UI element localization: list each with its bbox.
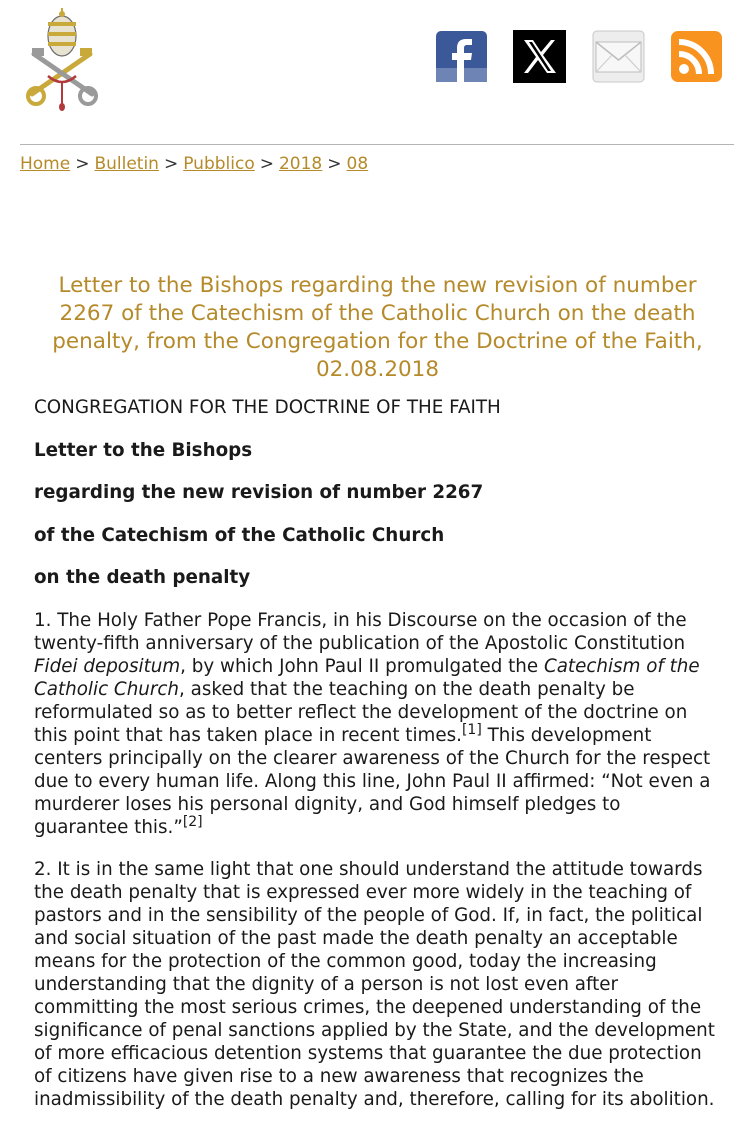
breadcrumb-separator: >: [75, 154, 90, 174]
breadcrumb-home[interactable]: Home: [20, 154, 71, 174]
revision-heading: regarding the new revision of number 2267: [34, 482, 484, 503]
footnote-link-2[interactable]: [2]: [182, 813, 203, 830]
paragraph-2: 2. It is in the same light that one should understand the attitude towards the death penalty that is expressed ever more widely in the teaching of pastors and in the sensibility of the people of God. If, in fact, the political and social situation of the past made the death penalty an acceptable means for the protection of the common good, today the increasing understanding that the dignity of a person is not lost even after committing the most serious crimes, the deepened understanding of the significance of penal sanctions applied by the State, and the development of more efficacious detention systems that guarantee the due protection of citizens have given rise to a new awareness that recognizes the inadmissibility of the death penalty and, therefore, calling for its abolition.: [34, 859, 715, 1110]
breadcrumb-month[interactable]: 08: [346, 154, 369, 174]
page-title: Letter to the Bishops regarding the new revision of number 2267 of the Catechism of the Catholic Church on the death penalty, from the Congregation for the Doctrine of the Faith, 02.08.2018: [52, 273, 703, 382]
rss-icon[interactable]: [670, 30, 723, 83]
mail-icon[interactable]: [592, 30, 645, 83]
breadcrumb: [20, 154, 368, 174]
page-header: [0, 0, 755, 144]
x-icon[interactable]: [513, 30, 566, 83]
breadcrumb-separator: >: [259, 154, 274, 174]
facebook-icon[interactable]: [435, 30, 488, 83]
breadcrumb-bulletin[interactable]: Bulletin: [94, 154, 159, 174]
footnote-link-1[interactable]: [1]: [461, 721, 482, 738]
catechism-heading: of the Catechism of the Catholic Church: [34, 524, 445, 546]
document-body: [34, 396, 719, 1131]
congregation-heading: CONGREGATION FOR THE DOCTRINE OF THE FAITH: [34, 397, 501, 418]
breadcrumb-year[interactable]: 2018: [278, 154, 323, 174]
paragraph-1: 1. The Holy Father Pope Francis, in his Discourse on the occasion of the twenty-fifth anniversary of the publication of the Apostolic Constitution Fidei depositum, by which John Paul II promulgated the Catechism of the Catholic Church, asked that the teaching on the death penalty be reformulated so as to better reflect the development of the doctrine on this point that has taken place in recent times.[1] This development centers principally on the clearer awareness of the Church for the respect due to every human life. Along this line, John Paul II affirmed: “Not even a murderer loses his personal dignity, and God himself pledges to guarantee this.”[2]: [34, 609, 711, 838]
letter-heading: Letter to the Bishops: [34, 439, 253, 461]
breadcrumb-separator: >: [163, 154, 179, 174]
breadcrumb-pubblico[interactable]: Pubblico: [183, 154, 255, 174]
holy-see-coat-of-arms: [18, 6, 106, 112]
header-divider: [20, 144, 734, 145]
breadcrumb-separator: >: [327, 154, 342, 174]
death-penalty-heading: on the death penalty: [34, 567, 251, 588]
